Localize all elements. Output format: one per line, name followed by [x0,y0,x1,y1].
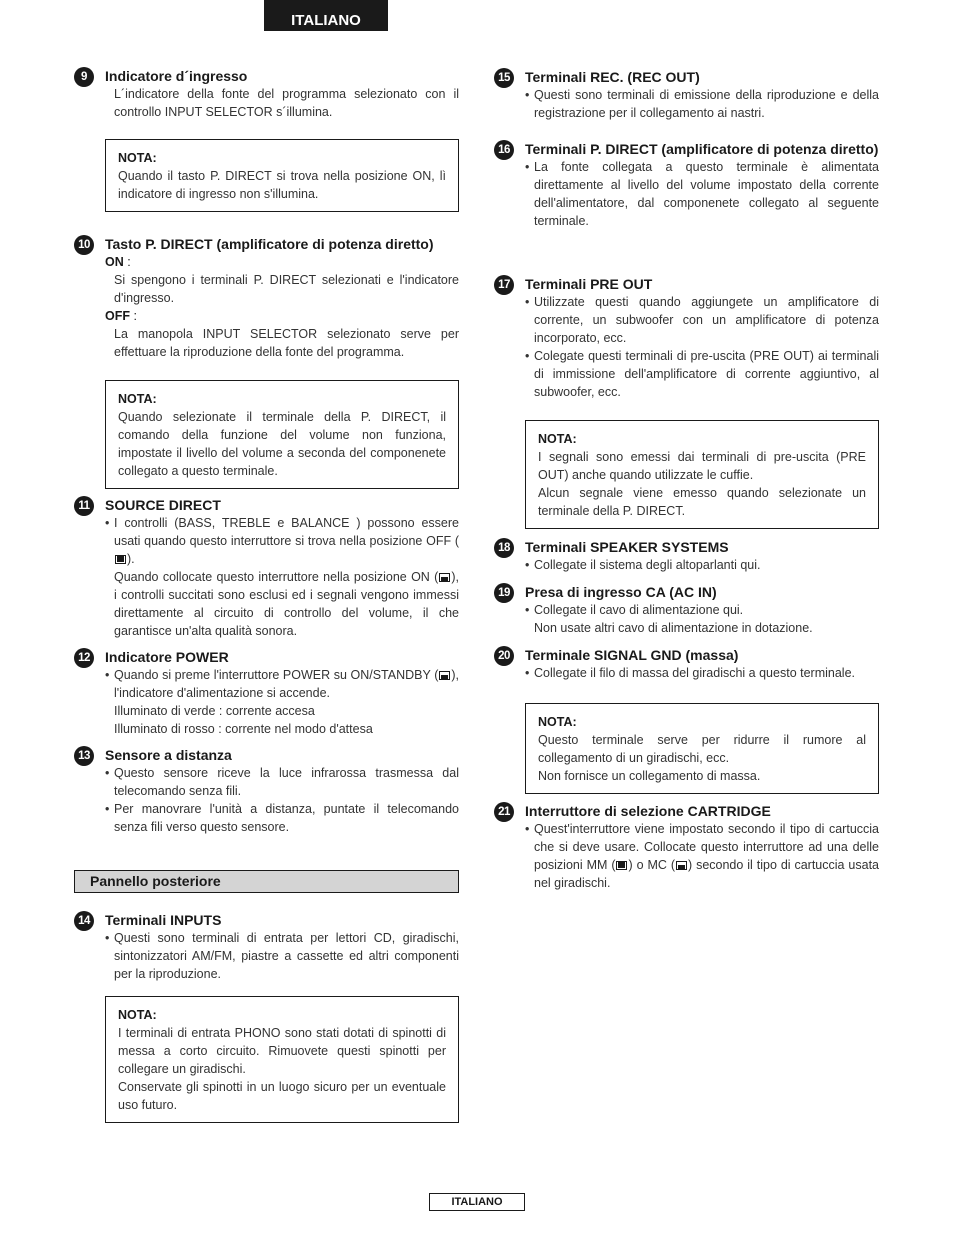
option-off [105,307,459,325]
bullet-text [105,666,459,702]
item-number-badge: 15 [494,68,514,88]
note-heading: NOTA: [118,1008,157,1022]
note-box [105,996,459,1123]
section-heading-rear-panel: Pannello posteriore [74,870,459,893]
note-heading: NOTA: [538,715,577,729]
note-box [525,420,879,529]
option-colon: : [130,309,137,323]
item-number-badge: 18 [494,538,514,558]
bullet-text: • Questi sono terminali di emissione della riproduzione e della registrazione per il collegamento ai nastri. [525,86,879,122]
option-on-text: Si spengono i terminali P. DIRECT selezionati e l'indicatore d'ingresso. [114,273,459,305]
note-heading: NOTA: [118,151,157,165]
item-title: Indicatore d´ingresso [105,68,248,84]
item-title: Terminali SPEAKER SYSTEMS [525,539,729,555]
language-tab-top: ITALIANO [264,0,388,31]
option-colon: : [123,255,131,269]
item-16 [494,140,879,230]
note-text: Alcun segnale viene emesso quando selezionate un terminale della P. DIRECT. [538,486,866,518]
note-text: I segnali sono emessi dai terminali di pre-uscita (PRE OUT) anche quando utilizzate le cuffie. [538,450,866,482]
switch-mm-icon [616,861,627,870]
item-9 [74,67,459,121]
continuation-text: Illuminato di rosso : corrente nel modo d'attesa [114,722,373,736]
text-run: Quando collocate questo interruttore nella posizione ON ( [114,570,439,584]
note-text: Quando selezionate il terminale della P. DIRECT, il comando della funzione del volume non funziona, impostate il livello del volume a seconda del componenete collegato a questo terminale. [118,410,446,478]
item-title: Indicatore POWER [105,649,229,665]
item-title: Tasto P. DIRECT (amplificatore di potenza diretto) [105,236,434,252]
item-19 [494,583,879,637]
bullet-text: • Questo sensore riceve la luce infrarossa trasmessa dal telecomando senza fili. [105,764,459,800]
option-off-label: OFF [105,309,130,323]
item-11 [74,496,459,640]
item-title: Terminale SIGNAL GND (massa) [525,647,739,663]
item-20 [494,646,879,682]
item-18 [494,538,879,574]
note-box [105,380,459,489]
item-number-badge: 14 [74,911,94,931]
continuation-text [114,568,459,640]
item-12 [74,648,459,738]
item-title: Terminali INPUTS [105,912,222,928]
bullet-text: • Questi sono terminali di entrata per lettori CD, giradischi, sintonizzatori AM/FM, piastre a cassette ed altri componenti per la riproduzione. [105,929,459,983]
switch-on-icon [439,573,450,582]
bullet-text: • La fonte collegata a questo terminale è alimentata direttamente al livello del volume impostato della corrente dell'alimentatore, dal componenete collegato al seguente terminale. [525,158,879,230]
item-title: Interruttore di selezione CARTRIDGE [525,803,771,819]
text-run: ), l'indicatore d'alimentazione si accende. [114,668,459,700]
text-run: ) secondo il tipo di cartuccia usata nel giradischi. [534,858,879,890]
item-14 [74,911,459,983]
item-title: Terminali P. DIRECT (amplificatore di potenza diretto) [525,141,879,157]
bullet-text: • Collegate il cavo di alimentazione qui. [525,601,879,619]
item-number-badge: 11 [74,496,94,516]
item-17 [494,275,879,401]
item-number-badge: 10 [74,235,94,255]
item-text: L´indicatore della fonte del programma selezionato con il controllo INPUT SELECTOR s´illumina. [114,87,459,119]
item-title: Sensore a distanza [105,747,232,763]
option-on-label: ON [105,255,124,269]
bullet-text: • Collegate il sistema degli altoparlanti qui. [525,556,879,574]
bullet-text: • Utilizzate questi quando aggiungete un amplificatore di corrente, un subwoofer con un amplificatore di potenza incorporato, ecc. [525,293,879,347]
item-number-badge: 17 [494,275,514,295]
note-text: Questo terminale serve per ridurre il rumore al collegamento di un giradischi, ecc. [538,733,866,765]
item-title: Terminali REC. (REC OUT) [525,69,700,85]
text-run: Quest'interruttore viene impostato secondo il tipo di cartuccia che si deve usare. Collocate questo interruttore ad una delle posizioni MM ( [534,822,879,872]
item-15 [494,68,879,122]
note-box [525,703,879,794]
note-text: Non fornisce un collegamento di massa. [538,769,761,783]
option-on [105,253,459,271]
note-heading: NOTA: [118,392,157,406]
bullet-text [525,820,879,892]
note-box [105,139,459,212]
item-title: SOURCE DIRECT [105,497,221,513]
bullet-text: • Per manovrare l'unità a distanza, puntate il telecomando senza fili verso questo sensore. [105,800,459,836]
switch-off-icon [115,555,126,564]
item-number-badge: 16 [494,140,514,160]
item-number-badge: 9 [74,67,94,87]
bullet-text: • Colegate questi terminali di pre-uscita (PRE OUT) ai terminali di immissione dell'amplificatore di corrente aggiuntivo, al subwoofer, ecc. [525,347,879,401]
item-number-badge: 13 [74,746,94,766]
continuation-text: Illuminato di verde : corrente accesa [114,704,315,718]
switch-on-icon [439,671,450,680]
item-13 [74,746,459,836]
text-run: I controlli (BASS, TREBLE e BALANCE ) possono essere usati quando questo interruttore si trova nella posizione OFF ( [114,516,459,548]
item-number-badge: 19 [494,583,514,603]
language-tab-bottom: ITALIANO [429,1193,525,1211]
continuation-text: Non usate altri cavo di alimentazione in dotazione. [534,621,813,635]
note-text: Quando il tasto P. DIRECT si trova nella posizione ON, lì indicatore di ingresso non s'illumina. [118,169,446,201]
note-text: I terminali di entrata PHONO sono stati dotati di spinotti di messa a corto circuito. Rimuovete questi spinotti per collegare un giradischi. [118,1026,446,1076]
option-off-text: La manopola INPUT SELECTOR selezionato serve per effettuare la riproduzione della fonte del programma. [114,327,459,359]
item-10 [74,235,459,361]
text-run: ), i controlli succitati sono esclusi ed i segnali vengono immessi direttamente al circuito di controllo del volume, il che garantisce un'alta qualità sonora. [114,570,459,638]
item-21 [494,802,879,892]
switch-mc-icon [676,861,687,870]
item-number-badge: 12 [74,648,94,668]
text-run: Quando si preme l'interruttore POWER su ON/STANDBY ( [114,668,439,682]
text-run: ) o MC ( [628,858,675,872]
note-text: Conservate gli spinotti in un luogo sicuro per un eventuale uso futuro. [118,1080,446,1112]
text-run: ). [127,552,135,566]
item-number-badge: 21 [494,802,514,822]
note-heading: NOTA: [538,432,577,446]
item-number-badge: 20 [494,646,514,666]
bullet-text [105,514,459,568]
item-title: Presa di ingresso CA (AC IN) [525,584,717,600]
item-title: Terminali PRE OUT [525,276,653,292]
bullet-text: • Collegate il filo di massa del giradischi a questo terminale. [525,664,879,682]
